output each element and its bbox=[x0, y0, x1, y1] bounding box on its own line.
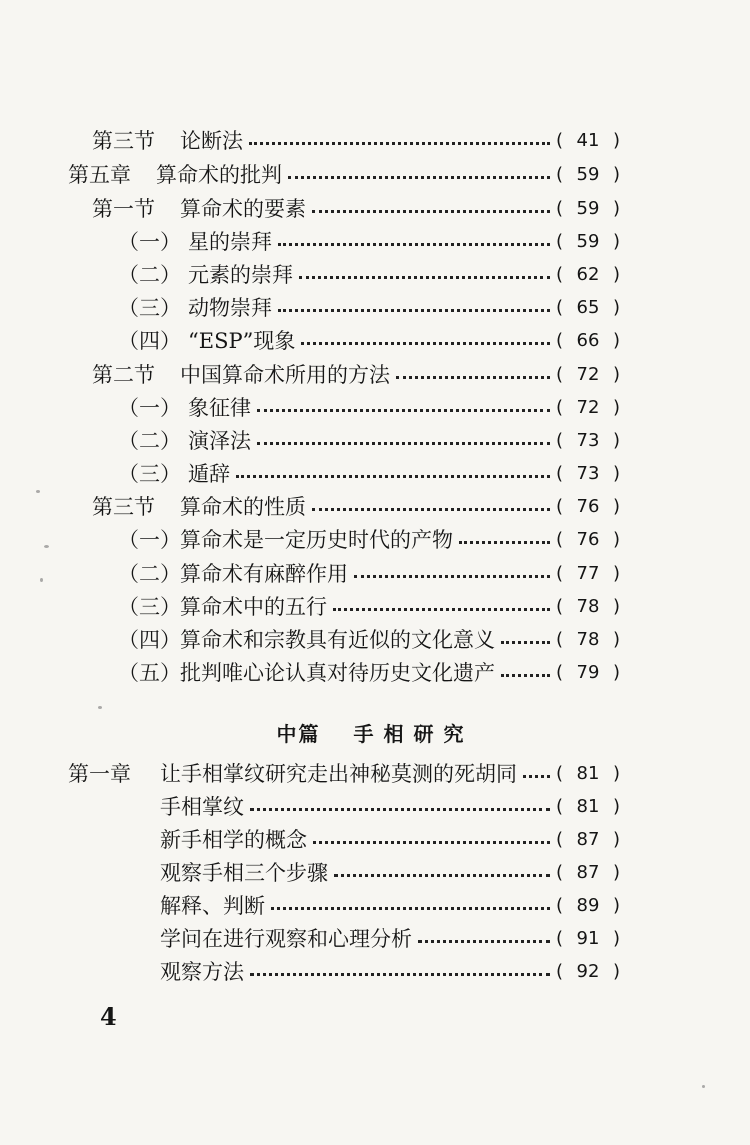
toc-label bbox=[118, 590, 327, 624]
toc-title: 演泽法 bbox=[188, 429, 251, 453]
part-heading-main: 中篇 bbox=[276, 722, 321, 746]
page-number: 87 bbox=[576, 862, 600, 883]
toc-prefix: 第三节 bbox=[92, 129, 155, 153]
page-number: 66 bbox=[576, 330, 600, 351]
page-ref: ( 92 ) bbox=[556, 955, 620, 989]
toc-entry bbox=[118, 590, 620, 624]
toc-prefix: 第三节 bbox=[92, 495, 155, 519]
toc-title: 象征律 bbox=[188, 396, 251, 420]
page-number: 59 bbox=[576, 231, 600, 252]
page-ref: ( 62 ) bbox=[556, 258, 620, 292]
toc-prefix: （四） bbox=[118, 628, 181, 652]
page-ref: ( 87 ) bbox=[556, 856, 620, 890]
toc-prefix: （三） bbox=[118, 462, 181, 486]
page-ref: ( 87 ) bbox=[556, 823, 620, 857]
toc-label bbox=[118, 324, 295, 358]
toc-entry bbox=[118, 557, 620, 591]
toc-title: 算命术是一定历史时代的产物 bbox=[180, 528, 453, 552]
toc-label bbox=[92, 358, 390, 392]
toc-entry bbox=[160, 823, 620, 857]
dot-leader bbox=[312, 508, 550, 511]
toc-entry bbox=[118, 656, 620, 690]
page-ref: ( 65 ) bbox=[556, 291, 620, 325]
toc-title: 算命术中的五行 bbox=[180, 595, 327, 619]
page-number: 59 bbox=[576, 164, 600, 185]
toc-entry bbox=[118, 258, 620, 292]
toc-prefix: （一） bbox=[118, 230, 181, 254]
toc-prefix: （二） bbox=[118, 263, 181, 287]
scan-speck bbox=[44, 545, 49, 548]
toc-entry bbox=[118, 391, 620, 425]
page-number: 91 bbox=[576, 928, 600, 949]
page-ref: ( 81 ) bbox=[556, 757, 620, 791]
dot-leader bbox=[313, 841, 550, 844]
toc-prefix: （一） bbox=[118, 396, 181, 420]
page-ref: ( 73 ) bbox=[556, 457, 620, 491]
toc-title: 算命术和宗教具有近似的文化意义 bbox=[180, 628, 495, 652]
page-ref: ( 73 ) bbox=[556, 424, 620, 458]
page-number: 59 bbox=[576, 198, 600, 219]
toc-prefix: 第一节 bbox=[92, 197, 155, 221]
toc-entry bbox=[118, 424, 620, 458]
dot-leader bbox=[501, 641, 550, 644]
toc-prefix: （二） bbox=[118, 429, 181, 453]
page-ref: ( 76 ) bbox=[556, 490, 620, 524]
dot-leader bbox=[312, 210, 550, 213]
toc-label bbox=[160, 922, 412, 956]
toc-entry bbox=[92, 490, 620, 524]
toc-title: 学问在进行观察和心理分析 bbox=[160, 927, 412, 951]
scan-speck bbox=[98, 706, 102, 709]
dot-leader bbox=[396, 376, 550, 379]
page-number: 87 bbox=[576, 829, 600, 850]
scan-speck bbox=[40, 578, 43, 582]
toc-label bbox=[118, 557, 348, 591]
toc-title: 算命术的批判 bbox=[156, 163, 282, 187]
toc-label bbox=[160, 790, 244, 824]
page-ref: ( 77 ) bbox=[556, 557, 620, 591]
dot-leader bbox=[271, 907, 550, 910]
dot-leader bbox=[278, 243, 550, 246]
toc-entry bbox=[118, 523, 620, 557]
toc-title: 算命术的性质 bbox=[180, 495, 306, 519]
page-number: 72 bbox=[576, 364, 600, 385]
toc-title: 观察手相三个步骤 bbox=[160, 861, 328, 885]
page-ref: ( 59 ) bbox=[556, 192, 620, 226]
toc-prefix: （四） bbox=[118, 329, 181, 353]
page-number: 77 bbox=[576, 563, 600, 584]
page-number: 72 bbox=[576, 397, 600, 418]
toc-label bbox=[118, 391, 251, 425]
dot-leader bbox=[523, 775, 550, 778]
toc-entry bbox=[160, 922, 620, 956]
toc-label bbox=[68, 158, 282, 192]
toc-label bbox=[68, 757, 517, 791]
toc-title: 观察方法 bbox=[160, 960, 244, 984]
dot-leader bbox=[334, 874, 550, 877]
page-ref: ( 78 ) bbox=[556, 590, 620, 624]
dot-leader bbox=[501, 674, 550, 677]
page-number: 65 bbox=[576, 297, 600, 318]
toc-prefix: 第二节 bbox=[92, 363, 155, 387]
toc-prefix: （三） bbox=[118, 296, 181, 320]
dot-leader bbox=[236, 475, 550, 478]
page-number: 73 bbox=[576, 463, 600, 484]
page-number: 78 bbox=[576, 629, 600, 650]
page-ref: ( 41 ) bbox=[556, 124, 620, 158]
dot-leader bbox=[354, 575, 550, 578]
toc-entry bbox=[118, 623, 620, 657]
toc-prefix: （五） bbox=[118, 661, 181, 685]
toc-label bbox=[160, 889, 265, 923]
toc-label bbox=[160, 823, 307, 857]
part-heading bbox=[0, 718, 750, 747]
dot-leader bbox=[299, 276, 550, 279]
toc-label bbox=[160, 955, 244, 989]
toc-label bbox=[118, 523, 453, 557]
dot-leader bbox=[459, 541, 550, 544]
toc-entry bbox=[92, 358, 620, 392]
page-number: 76 bbox=[576, 529, 600, 550]
toc-title: 论断法 bbox=[180, 129, 243, 153]
toc-title: 新手相学的概念 bbox=[160, 828, 307, 852]
dot-leader bbox=[249, 142, 550, 145]
toc-title: 动物崇拜 bbox=[188, 296, 272, 320]
dot-leader bbox=[257, 442, 550, 445]
toc-title: 算命术有麻醉作用 bbox=[180, 562, 348, 586]
page-number: 78 bbox=[576, 596, 600, 617]
toc-label bbox=[118, 623, 495, 657]
page-number: 41 bbox=[576, 130, 600, 151]
toc-title: 解释、判断 bbox=[160, 894, 265, 918]
toc-entry bbox=[68, 158, 620, 192]
toc-label bbox=[118, 656, 495, 690]
toc-label bbox=[92, 192, 306, 226]
toc-entry bbox=[118, 225, 620, 259]
toc-entry bbox=[92, 192, 620, 226]
page-ref: ( 59 ) bbox=[556, 158, 620, 192]
page-number: 89 bbox=[576, 895, 600, 916]
page-ref: ( 72 ) bbox=[556, 391, 620, 425]
toc-label bbox=[118, 225, 272, 259]
toc-entry bbox=[160, 856, 620, 890]
scan-speck bbox=[702, 1085, 705, 1088]
part-heading-title: 手相研究 bbox=[353, 722, 474, 746]
toc-prefix: （二） bbox=[118, 562, 181, 586]
page-ref: ( 78 ) bbox=[556, 623, 620, 657]
toc-title: 批判唯心论认真对待历史文化遗产 bbox=[180, 661, 495, 685]
page-ref: ( 79 ) bbox=[556, 656, 620, 690]
toc-entry bbox=[160, 955, 620, 989]
toc-prefix: （三） bbox=[118, 595, 181, 619]
page-number: 79 bbox=[576, 662, 600, 683]
page-number: 76 bbox=[576, 496, 600, 517]
page-ref: ( 81 ) bbox=[556, 790, 620, 824]
page-ref: ( 91 ) bbox=[556, 922, 620, 956]
toc-title: 遁辞 bbox=[188, 462, 230, 486]
dot-leader bbox=[418, 940, 550, 943]
toc-title: “ESP”现象 bbox=[188, 329, 296, 353]
toc-entry bbox=[160, 790, 620, 824]
toc-prefix: 第五章 bbox=[68, 163, 131, 187]
page-ref: ( 76 ) bbox=[556, 523, 620, 557]
scan-speck bbox=[36, 490, 40, 493]
page-number: 73 bbox=[576, 430, 600, 451]
dot-leader bbox=[257, 409, 550, 412]
dot-leader bbox=[250, 808, 550, 811]
page-ref: ( 72 ) bbox=[556, 358, 620, 392]
toc-prefix: （一） bbox=[118, 528, 181, 552]
dot-leader bbox=[301, 342, 550, 345]
page-number: 62 bbox=[576, 264, 600, 285]
toc-label bbox=[118, 258, 293, 292]
dot-leader bbox=[250, 973, 550, 976]
toc-label bbox=[160, 856, 328, 890]
toc-label bbox=[118, 457, 230, 491]
toc-title: 让手相掌纹研究走出神秘莫测的死胡同 bbox=[160, 762, 517, 786]
dot-leader bbox=[333, 608, 550, 611]
dot-leader bbox=[288, 176, 550, 179]
toc-title: 手相掌纹 bbox=[160, 795, 244, 819]
page-ref: ( 66 ) bbox=[556, 324, 620, 358]
toc-title: 星的崇拜 bbox=[188, 230, 272, 254]
toc-label bbox=[118, 424, 251, 458]
toc-label bbox=[92, 490, 306, 524]
toc-title: 元素的崇拜 bbox=[188, 263, 293, 287]
page-ref: ( 89 ) bbox=[556, 889, 620, 923]
page-folio: 4 bbox=[100, 1002, 117, 1031]
toc-entry bbox=[68, 757, 620, 791]
toc-entry bbox=[118, 457, 620, 491]
page-number: 81 bbox=[576, 796, 600, 817]
toc-entry bbox=[118, 324, 620, 358]
toc-title: 中国算命术所用的方法 bbox=[180, 363, 390, 387]
toc-label bbox=[92, 124, 243, 158]
toc-entry bbox=[160, 889, 620, 923]
page-number: 92 bbox=[576, 961, 600, 982]
page-number: 81 bbox=[576, 763, 600, 784]
toc-entry bbox=[92, 124, 620, 158]
toc-label bbox=[118, 291, 272, 325]
toc-prefix: 第一章 bbox=[68, 762, 131, 786]
toc-entry bbox=[118, 291, 620, 325]
toc-title: 算命术的要素 bbox=[180, 197, 306, 221]
dot-leader bbox=[278, 309, 550, 312]
page-ref: ( 59 ) bbox=[556, 225, 620, 259]
